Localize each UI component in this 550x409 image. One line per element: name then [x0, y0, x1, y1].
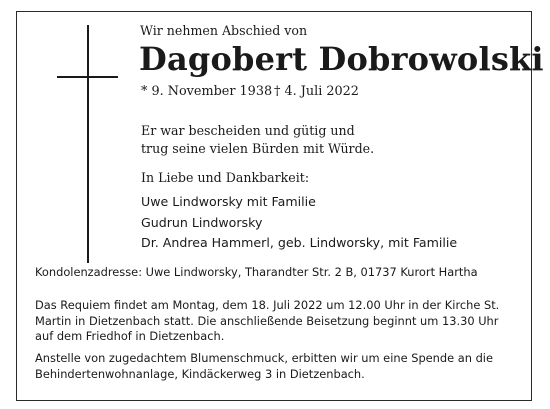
requiem-paragraph — [35, 298, 525, 345]
requiem-line: Das Requiem findet am Montag, dem 18. Juli 2022 um 12.00 Uhr in der Kirche St. — [35, 298, 500, 312]
mourner-name: Dr. Andrea Hammerl, geb. Lindworsky, mit Familie — [141, 235, 458, 250]
farewell-intro: Wir nehmen Abschied von — [140, 23, 308, 38]
condolence-address: Kondolenzadresse: Uwe Lindworsky, Tharandter Str. 2 B, 01737 Kurort Hartha — [35, 265, 478, 279]
requiem-line: Martin in Dietzenbach statt. Die anschließende Beisetzung beginnt um 13.30 Uhr — [35, 313, 499, 328]
donation-line: Anstelle von zugedachtem Blumenschmuck, erbitten wir um eine Spende an die — [35, 351, 493, 365]
motto — [141, 122, 374, 158]
mourner-name: Gudrun Lindworsky — [141, 214, 263, 230]
mourner-name: Uwe Lindworsky mit Familie — [141, 194, 316, 209]
requiem-line: auf dem Friedhof in Dietzenbach. — [35, 329, 225, 343]
motto-line: trug seine vielen Bürden mit Würde. — [141, 141, 375, 156]
mourners-intro: In Liebe und Dankbarkeit: — [141, 170, 310, 185]
motto-line: Er war bescheiden und gütig und — [141, 123, 355, 138]
cross-icon-vertical-bar — [87, 25, 89, 263]
donation-line: Behindertenwohnanlage, Kindäckerweg 3 in Dietzenbach. — [35, 366, 365, 381]
donation-paragraph — [35, 351, 525, 382]
death-date: † 4. Juli 2022 — [274, 84, 359, 99]
cross-icon-horizontal-bar — [57, 76, 118, 78]
mourners-list — [141, 192, 457, 254]
birth-date: * 9. November 1938 — [141, 84, 273, 99]
deceased-name: Dagobert Dobrowolski — [139, 40, 544, 78]
